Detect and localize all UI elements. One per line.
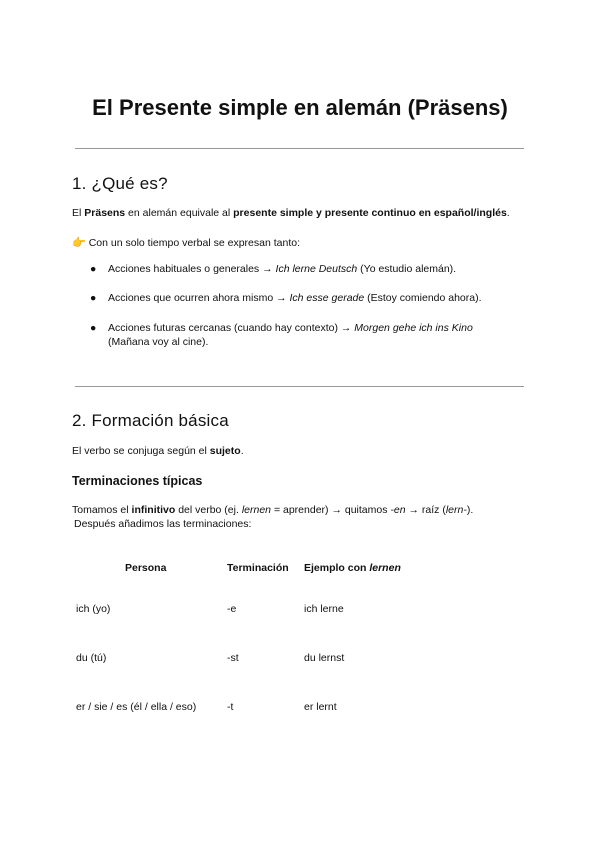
table-cell: ich (yo) [76, 602, 111, 615]
para-text: Tomamos el [72, 504, 132, 516]
table-row [72, 584, 504, 633]
section-2-intro [72, 444, 532, 458]
pointer-text: Con un solo tiempo verbal se expresan tanto: [88, 237, 300, 249]
para-text: ). [466, 504, 474, 516]
column-header [304, 552, 504, 584]
table-cell: du lernst [304, 651, 345, 664]
para-text: Después añadimos las terminaciones: [74, 518, 252, 530]
para-text: = aprender) → quitamos [271, 504, 391, 516]
para-example: lernen [241, 504, 272, 516]
column-header: Terminación [227, 562, 289, 574]
bullet-translation: (Yo estudio alemán). [357, 263, 457, 275]
column-header-example: lernen [369, 562, 401, 574]
bullet-translation: (Mañana voy al cine). [108, 336, 209, 348]
column-header-text: Ejemplo con [304, 562, 370, 574]
intro-text: . [240, 445, 244, 457]
formation-paragraph [72, 503, 532, 531]
intro-text: El [72, 207, 85, 219]
bullet-dot-icon: ● [90, 292, 97, 304]
section-2-heading: 2. Formación básica [72, 411, 229, 430]
table-cell: ich lerne [304, 602, 344, 615]
bullet-translation: (Estoy comiendo ahora). [364, 292, 482, 304]
intro-text: El verbo se conjuga según el [72, 445, 210, 457]
endings-table [72, 552, 504, 731]
para-text: → raíz ( [405, 504, 446, 516]
bullet-example: Morgen gehe ich ins Kino [354, 322, 473, 334]
table-cell: er lernt [304, 700, 337, 713]
page-title: El Presente simple en alemán (Präsens) [92, 95, 508, 120]
table-cell: -e [227, 602, 237, 615]
bullet-text: Acciones futuras cercanas (cuando hay contexto) → [108, 322, 355, 334]
table-header-row [72, 552, 504, 584]
bullet-dot-icon: ● [90, 322, 97, 334]
table-cell: du (tú) [76, 651, 107, 664]
column-header: Persona [125, 562, 167, 574]
section-1-heading: 1. ¿Qué es? [72, 174, 168, 193]
table-row [72, 682, 504, 731]
table-cell: er / sie / es (él / ella / eso) [76, 700, 197, 713]
bullet-text: Acciones habituales o generales → [108, 263, 276, 275]
divider [75, 148, 524, 149]
section-1-intro [72, 206, 532, 220]
bullet-example: Ich lerne Deutsch [275, 263, 358, 275]
table-row [72, 633, 504, 682]
intro-bold-term: Präsens [84, 207, 126, 219]
pointing-hand-icon: 👉 [72, 237, 86, 249]
intro-text: en alemán equivale al [125, 207, 234, 219]
pointer-line [72, 236, 532, 250]
subheading: Terminaciones típicas [72, 474, 203, 488]
para-bold: infinitivo [131, 504, 176, 516]
para-text: del verbo (ej. [175, 504, 242, 516]
table-cell: -t [227, 700, 234, 713]
table-cell: -st [227, 651, 239, 664]
para-example: -en [390, 504, 406, 516]
bullet-text: Acciones que ocurren ahora mismo → [108, 292, 290, 304]
divider [75, 386, 524, 387]
intro-text: . [506, 207, 510, 219]
bullet-dot-icon: ● [90, 263, 97, 275]
bullet-example: Ich esse gerade [289, 292, 365, 304]
intro-bold-term: sujeto [209, 445, 241, 457]
intro-bold-equivalence: presente simple y presente continuo en español/inglés [233, 207, 507, 219]
para-example: lern- [445, 504, 467, 516]
